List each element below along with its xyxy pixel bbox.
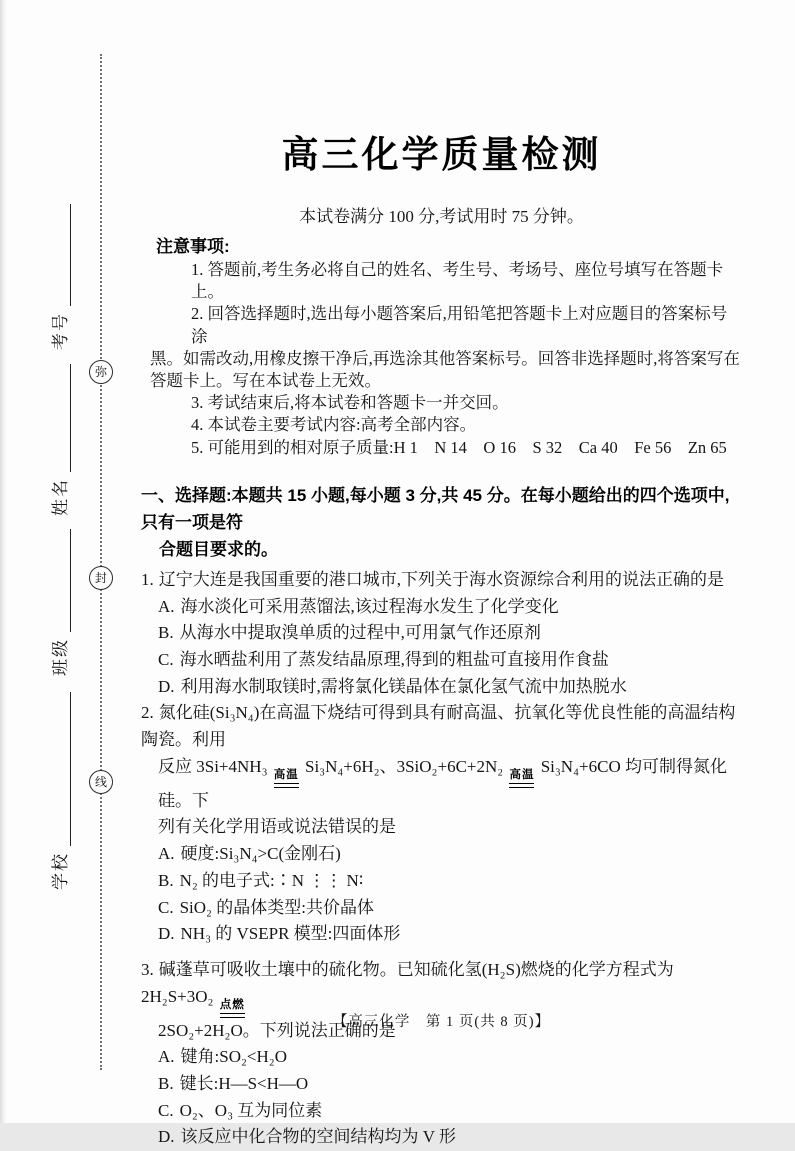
section-heading bbox=[141, 482, 742, 563]
question-list bbox=[141, 567, 742, 1151]
option-label: C. bbox=[158, 897, 174, 917]
question-text: 硬度:Si₃N₄>C(金刚石) bbox=[180, 844, 341, 864]
question-number: 2. bbox=[141, 703, 154, 723]
question-text: Si₃N₄+6CO 均可制得氮化硅。下 bbox=[158, 756, 727, 810]
question-text: 2SO₂+2H₂O。下列说法正确的是 bbox=[158, 1020, 396, 1040]
question-number: 3. bbox=[141, 959, 154, 979]
option-label: D. bbox=[158, 924, 175, 944]
margin-field-blank-line bbox=[48, 204, 71, 306]
question-line bbox=[141, 814, 742, 841]
question bbox=[141, 957, 742, 1151]
question-text: N₂ 的电子式:∶N ⋮⋮ N∶ bbox=[179, 870, 364, 890]
reaction-condition bbox=[507, 769, 536, 788]
margin-field bbox=[48, 204, 74, 350]
question-text: 海水淡化可采用蒸馏法,该过程海水发生了化学变化 bbox=[180, 596, 559, 616]
question-line bbox=[141, 700, 742, 753]
margin-field-rotated bbox=[48, 529, 74, 676]
seal-dotted-line bbox=[100, 54, 102, 1070]
question bbox=[141, 700, 742, 948]
question-line bbox=[141, 567, 742, 594]
notice-line: 3. 考试结束后,将本试卷和答题卡一并交回。 bbox=[191, 393, 509, 413]
reaction-condition bbox=[272, 769, 301, 788]
option-line bbox=[141, 674, 742, 701]
option-line bbox=[141, 895, 742, 922]
margin-field-blank-line bbox=[48, 364, 71, 472]
margin-field-rotated bbox=[48, 204, 74, 350]
section-heading-line2: 合题目要求的。 bbox=[159, 539, 278, 559]
option-label: B. bbox=[158, 623, 174, 643]
condition-label: 点燃 bbox=[219, 998, 245, 1011]
question-text: 氮化硅(Si₃N₄)在高温下烧结可得到具有耐高温、抗氧化等优良性能的高温结构陶瓷。利用 bbox=[141, 703, 736, 750]
margin-field-label: 班级 bbox=[51, 638, 70, 676]
page-footer: 【高三化学 第 1 页(共 8 页)】 bbox=[332, 1014, 551, 1030]
option-label: B. bbox=[158, 1074, 174, 1094]
section-heading-line1: 一、选择题:本题共 15 小题,每小题 3 分,共 45 分。在每小题给出的四个选项中,只有一项是符 bbox=[141, 485, 730, 532]
condition-label: 高温 bbox=[509, 768, 535, 781]
notice-heading: 注意事项: bbox=[156, 237, 230, 256]
condition-double-line bbox=[274, 783, 299, 788]
margin-field-rotated bbox=[48, 364, 74, 516]
content-column bbox=[141, 0, 742, 1151]
question-text: 键长:H—S<H—O bbox=[179, 1074, 309, 1094]
paper-title: 高三化学质量检测 bbox=[281, 134, 602, 175]
option-line bbox=[141, 620, 742, 647]
notice-line: 答题卡上。写在本试卷上无效。 bbox=[150, 371, 381, 391]
option-label: C. bbox=[158, 649, 174, 669]
margin-field-label: 姓名 bbox=[51, 478, 70, 516]
option-label: B. bbox=[158, 870, 174, 890]
question-text: Si₃N₄+6H₂、3SiO₂+6C+2N₂ bbox=[300, 756, 508, 776]
option-label: A. bbox=[158, 844, 175, 864]
seal-char-circle: 线 bbox=[89, 770, 113, 794]
margin-field-blank-line bbox=[48, 529, 71, 632]
seal-char-circle: 封 bbox=[89, 566, 113, 590]
option-line bbox=[141, 868, 742, 895]
notice-line: 1. 答题前,考生务必将自己的姓名、考生号、考场号、座位号填写在答题卡上。 bbox=[191, 260, 724, 302]
option-line bbox=[141, 594, 742, 621]
notice-line: 4. 本试卷主要考试内容:高考全部内容。 bbox=[191, 415, 477, 435]
question-text: 辽宁大连是我国重要的港口城市,下列关于海水资源综合利用的说法正确的是 bbox=[158, 569, 724, 589]
option-line bbox=[141, 1044, 742, 1071]
option-label: C. bbox=[158, 1100, 174, 1120]
question-text: SiO₂ 的晶体类型:共价晶体 bbox=[179, 897, 374, 917]
margin-field-label: 考号 bbox=[51, 312, 70, 350]
notice-line: 黑。如需改动,用橡皮擦干净后,再选涂其他答案标号。回答非选择题时,将答案写在 bbox=[150, 348, 740, 368]
margin-field-blank-line bbox=[48, 692, 71, 846]
question-text: 该反应中化合物的空间结构均为 V 形 bbox=[180, 1127, 457, 1147]
condition-label: 高温 bbox=[273, 768, 299, 781]
question-text: NH₃ 的 VSEPR 模型:四面体形 bbox=[180, 924, 401, 944]
notice-line: 2. 回答选择题时,选出每小题答案后,用铅笔把答题卡上对应题目的答案标号涂 bbox=[191, 304, 728, 346]
question-text: O₂、O₃ 互为同位素 bbox=[179, 1100, 323, 1120]
option-line bbox=[141, 1124, 742, 1151]
option-line bbox=[141, 1071, 742, 1098]
option-label: A. bbox=[158, 596, 175, 616]
condition-double-line bbox=[509, 783, 534, 788]
notice-list bbox=[141, 259, 742, 459]
option-line bbox=[141, 921, 742, 948]
option-label: A. bbox=[158, 1047, 175, 1067]
question-text: 海水晒盐利用了蒸发结晶原理,得到的粗盐可直接用作食盐 bbox=[179, 649, 609, 669]
question-line bbox=[141, 957, 742, 1018]
question-text: 利用海水制取镁时,需将氯化镁晶体在氯化氢气流中加热脱水 bbox=[180, 676, 627, 696]
option-label: D. bbox=[158, 676, 175, 696]
question-text: 从海水中提取溴单质的过程中,可用氯气作还原剂 bbox=[179, 623, 541, 643]
question-text: 键角:SO₂<H₂O bbox=[180, 1047, 287, 1067]
margin-field-label: 学校 bbox=[51, 852, 70, 890]
margin-field bbox=[48, 529, 74, 676]
margin-field-rotated bbox=[48, 692, 74, 890]
option-label: D. bbox=[158, 1127, 175, 1147]
question-text: 碱蓬草可吸收土壤中的硫化物。已知硫化氢(H₂S)燃烧的化学方程式为 2H₂S+3O₂ bbox=[141, 959, 678, 1006]
option-line bbox=[141, 1098, 742, 1125]
question bbox=[141, 567, 742, 701]
question-number: 1. bbox=[141, 569, 154, 589]
exam-info: 本试卷满分 100 分,考试用时 75 分钟。 bbox=[299, 207, 584, 226]
seal-char-circle: 弥 bbox=[89, 360, 113, 384]
question-text: 列有关化学用语或说法错误的是 bbox=[158, 817, 396, 837]
option-line bbox=[141, 647, 742, 674]
question-line bbox=[141, 754, 742, 815]
margin-field bbox=[48, 692, 74, 890]
margin-field bbox=[48, 364, 74, 516]
question-text: 反应 3Si+4NH₃ bbox=[158, 756, 272, 776]
notice-line: 5. 可能用到的相对原子质量:H 1 N 14 O 16 S 32 Ca 40 Fe 56 Zn 65 bbox=[191, 437, 727, 457]
option-line bbox=[141, 841, 742, 868]
